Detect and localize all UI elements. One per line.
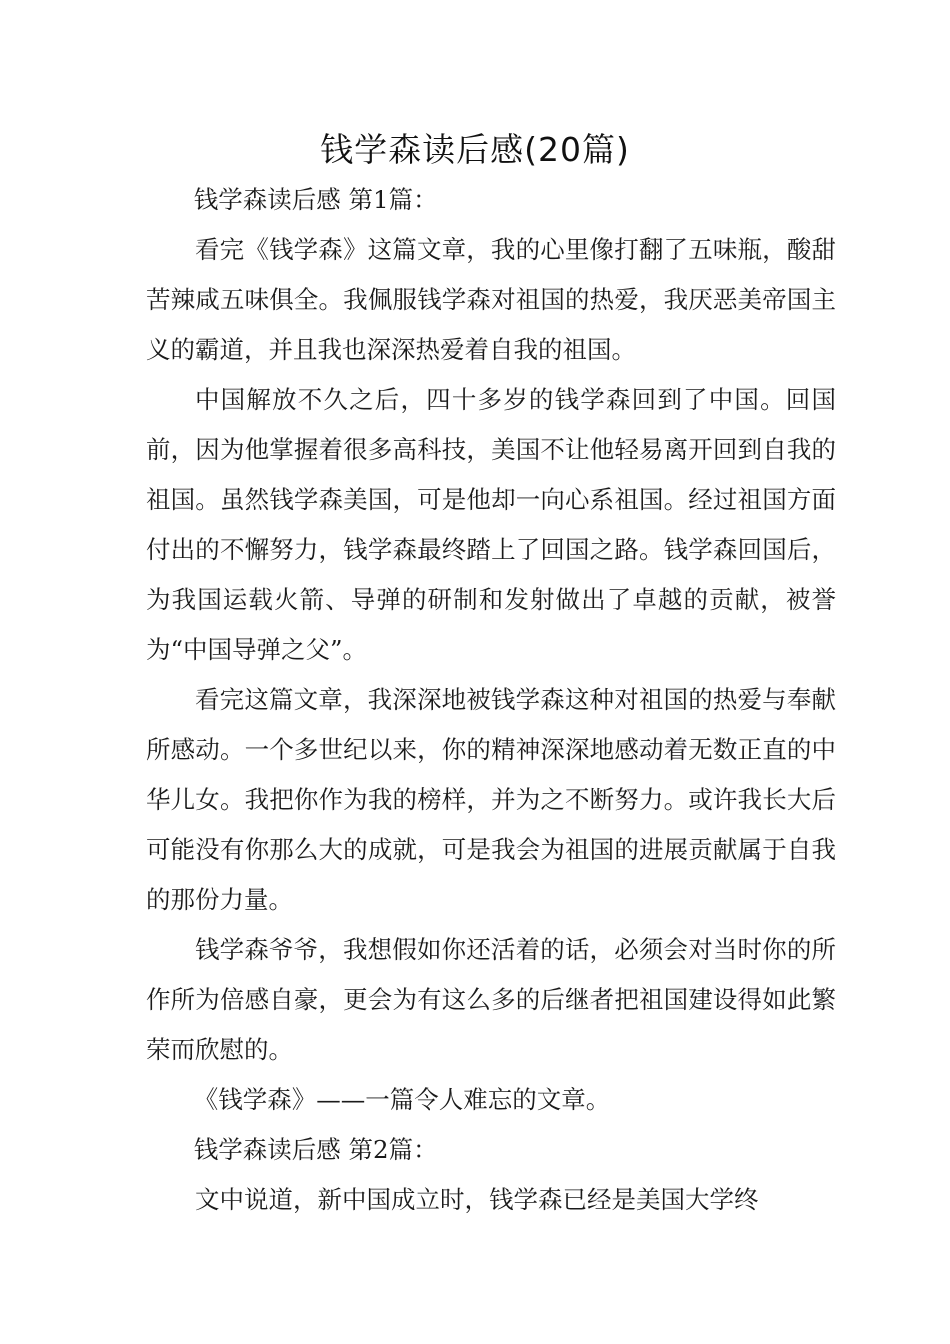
paragraph: 钱学森爷爷，我想假如你还活着的话，必须会对当时你的所作所为倍感自豪，更会为有这么多的后继者把祖国建设得如此繁荣而欣慰的。 — [146, 935, 836, 1064]
paragraph: 看完这篇文章，我深深地被钱学森这种对祖国的热爱与奉献所感动。一个多世纪以来，你的精神深深地感动着无数正直的中华儿女。我把你作为我的榜样，并为之不断努力。或许我长大后可能没有你那么大的成就，可是我会为祖国的进展贡献属于自我的那份力量。 — [146, 685, 836, 914]
paragraph: 文中说道，新中国成立时，钱学森已经是美国大学终 — [195, 1185, 759, 1214]
paragraph: 中国解放不久之后，四十多岁的钱学森回到了中国。回国前，因为他掌握着很多高科技，美国不让他轻易离开回到自我的祖国。虽然钱学森美国，可是他却一向心系祖国。经过祖国方面付出的不懈努力，钱学森最终踏上了回国之路。钱学森回国后，为我国运载火箭、导弹的研制和发射做出了卓越的贡献，被誉为“中国导弹之父”。 — [146, 385, 836, 664]
section-heading-1: 钱学森读后感 第1篇： — [193, 185, 438, 214]
document-body — [146, 175, 836, 1225]
document-title: 钱学森读后感(20篇) — [320, 130, 630, 169]
closing-line: 《钱学森》——一篇令人难忘的文章。 — [193, 1085, 611, 1114]
section-heading-2: 钱学森读后感 第2篇： — [193, 1135, 438, 1164]
paragraph: 看完《钱学森》这篇文章，我的心里像打翻了五味瓶，酸甜苦辣咸五味俱全。我佩服钱学森对祖国的热爱，我厌恶美帝国主义的霸道，并且我也深深热爱着自我的祖国。 — [146, 235, 836, 364]
